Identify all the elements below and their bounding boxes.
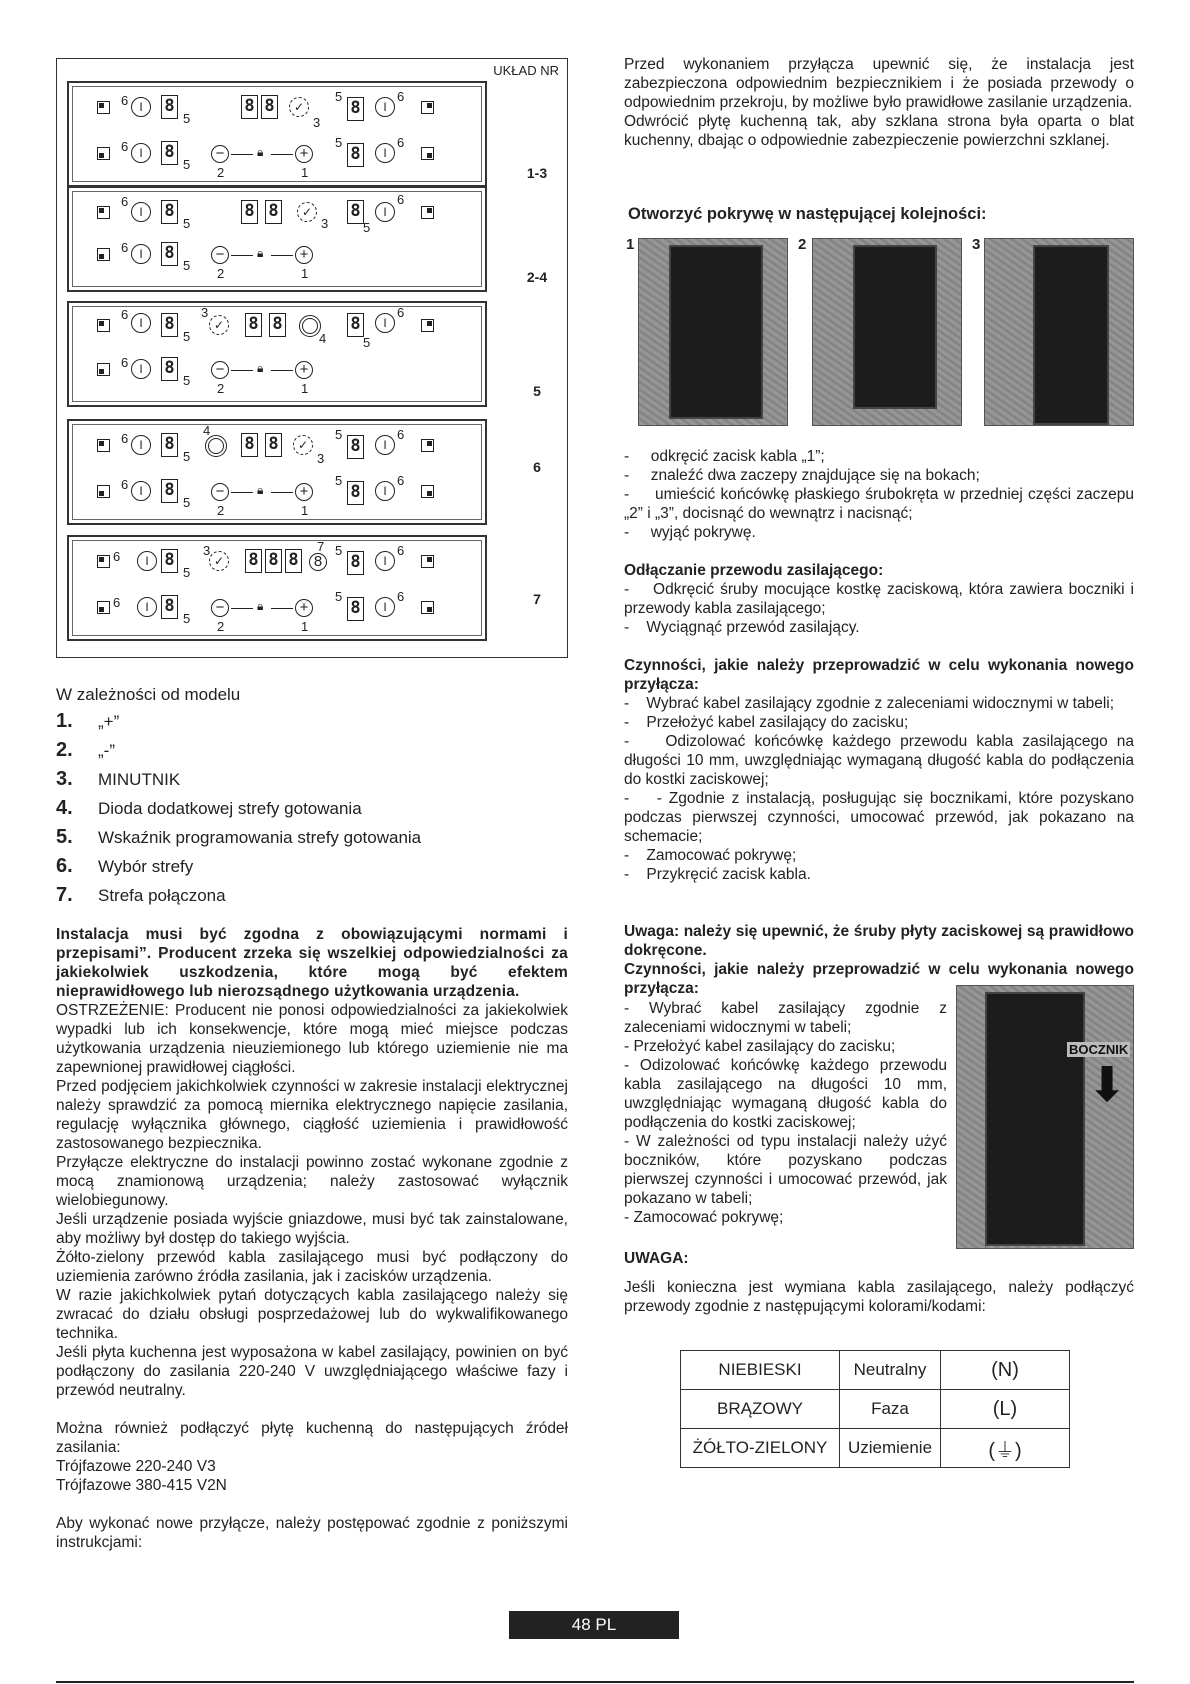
section-heading: Odłączanie przewodu zasilającego: xyxy=(624,562,884,579)
control-panel: 6 I 8 5 4 8 8 ✓ 3 5 8 I 6 6 I 8 5 − 2 🔒︎ + 1 5 8 I 6 xyxy=(67,419,487,525)
legend-number: 7. xyxy=(56,884,73,906)
new-connection-steps-2 xyxy=(624,999,947,1227)
timer-icon: ✓ xyxy=(289,97,309,117)
minus-icon: − xyxy=(211,145,229,163)
legend-number: 3. xyxy=(56,768,73,790)
warning-heading: Uwaga: należy się upewnić, że śruby płyty zaciskowej są prawidłowo dokręcone. xyxy=(624,923,1134,959)
paragraph: OSTRZEŻENIE: Producent nie ponosi odpowiedzialności za jakiekolwiek wypadki lub ich konsekwencje, które mogą mieć miejsce podczas użytkowania urządzenia nieuziemionego lub którego uziemienie nie ma zapewnionej prawidłowej ciągłości. xyxy=(56,1002,568,1076)
wire-name: Faza xyxy=(840,1390,941,1429)
step-text: - Wybrać kabel zasilający zgodnie z zaleceniami widocznymi w tabeli; xyxy=(624,1000,947,1036)
control-panel: 6 I 8 5 8 8 ✓ 3 8 5 I 6 6 I 8 5 − 2 🔒︎ + 1 xyxy=(67,186,487,292)
wire-color: ŻÓŁTO-ZIELONY xyxy=(681,1429,840,1468)
step-text: wyjąć pokrywę. xyxy=(650,524,756,541)
open-steps: - odkręcić zacisk kabla „1”; - znaleźć dwa zaczepy znajdujące się na bokach; - umieścić końcówkę płaskiego śrubokręta w przedniej części zaczepu „2” i „3”, docisnąć do wewnątrz i nacisnąć; - wyjąć pokrywę. xyxy=(624,448,1134,541)
wire-name: Neutralny xyxy=(840,1351,941,1390)
paragraph: Aby wykonać nowe przyłącze, należy postępować zgodnie z poniższymi instrukcjami: xyxy=(56,1515,568,1551)
step-text: - Zgodnie z instalacją, posługując się bocznikami, które pozyskano podczas pierwszej czynności, umocować przewód, jak pokazano na schemacie; xyxy=(624,790,1134,845)
wire-code: (⏚) xyxy=(941,1429,1070,1468)
photo-step-1 xyxy=(638,238,788,426)
layout-diagram xyxy=(56,58,568,658)
step-text: odkręcić zacisk kabla „1”; xyxy=(650,448,825,465)
legend-text: MINUTNIK xyxy=(98,770,181,789)
wire-name: Uziemienie xyxy=(840,1429,941,1468)
step-text: Odkręcić śruby mocujące kostkę zaciskową, która zawiera boczniki i przewody kabla zasilającego; xyxy=(624,581,1134,617)
arrow-down-icon: ⬇ xyxy=(1087,1059,1128,1112)
uwaga-text xyxy=(624,1278,1134,1316)
legend-number: 4. xyxy=(56,797,73,819)
wire-color: NIEBIESKI xyxy=(681,1351,840,1390)
step-text: - Zamocować pokrywę; xyxy=(624,1209,784,1226)
panel-label: 5 xyxy=(533,383,541,399)
step-text: Przykręcić zacisk kabla. xyxy=(646,866,811,883)
paragraph: Jeśli urządzenie posiada wyjście gniazdowe, musi być tak zainstalowane, aby możliwy był dostęp do takiego wyjścia. xyxy=(56,1211,568,1247)
paragraph: Odwrócić płytę kuchenną tak, aby szklana strona była oparta o blat kuchenny, dbając o odpowiednie zabezpieczenie powierzchni szklanej. xyxy=(624,113,1134,149)
installation-notice: Instalacja musi być zgodna z obowiązującymi normami i przepisami”. Producent zrzeka się wszelkiej odpowiedzialności za jakiekolwiek uszkodzenia, które mogą być efektem nieprawidłowego lub nierozsądnego użytkowania urządzenia. xyxy=(56,926,568,1000)
step-text: Przełożyć kabel zasilający do zacisku; xyxy=(646,714,909,731)
footer-divider xyxy=(56,1681,1134,1683)
uwaga-heading: UWAGA: xyxy=(624,1250,689,1267)
paragraph: Żółto-zielony przewód kabla zasilającego musi być podłączony do uziemienia zarówno źródła zasilania, jak i zacisków urządzenia. xyxy=(56,1249,568,1285)
legend-text: Wybór strefy xyxy=(98,857,194,876)
right-intro xyxy=(624,55,1134,150)
step-text: Odizolować końcówkę każdego przewodu kabla zasilającego na długości 10 mm, uwzględniając wymaganą długość kabla do podłączenia do kostki zaciskowej; xyxy=(624,733,1134,788)
left-text-column xyxy=(56,925,568,1552)
step-text: Wyciągnąć przewód zasilający. xyxy=(646,619,860,636)
legend-text: Wskaźnik programowania strefy gotowania xyxy=(98,828,422,847)
disconnect-section: Odłączanie przewodu zasilającego: - Odkręcić śruby mocujące kostkę zaciskową, która zawiera boczniki i przewody kabla zasilającego; - Wyciągnąć przewód zasilający. xyxy=(624,562,1134,636)
open-cover-heading: Otworzyć pokrywę w następującej kolejności: xyxy=(628,205,987,223)
paragraph: Przed wykonaniem przyłącza upewnić się, że instalacja jest zabezpieczona odpowiednim bezpiecznikiem i że posiada przewody o odpowiednim przekroju, by możliwe było prawidłowe zasilanie urządzenia. xyxy=(624,56,1134,111)
link-zone-icon: 8 xyxy=(309,553,327,571)
step-text: znaleźć dwa zaczepy znajdujące się na bokach; xyxy=(650,467,980,484)
layout-header: UKŁAD NR xyxy=(493,63,559,78)
bocznik-label: BOCZNIK xyxy=(1069,1042,1129,1057)
legend-number: 2. xyxy=(56,739,73,761)
legend-number: 1. xyxy=(56,710,73,732)
step-text: - Przełożyć kabel zasilający do zacisku; xyxy=(624,1038,896,1055)
wire-code: (L) xyxy=(941,1390,1070,1429)
power-icon: I xyxy=(131,97,151,117)
paragraph: Jeśli konieczna jest wymiana kabla zasilającego, należy podłączyć przewody zgodnie z następującymi kolorami/kodami: xyxy=(624,1279,1134,1315)
photo-number: 3 xyxy=(972,236,981,253)
panel-label: 7 xyxy=(533,591,541,607)
photo-number: 2 xyxy=(798,236,807,253)
panel-label: 2-4 xyxy=(526,269,548,285)
table-row xyxy=(681,1429,1070,1468)
paragraph: Przed podjęciem jakichkolwiek czynności w zakresie instalacji elektrycznej należy sprawdzić za pomocą miernika elektrycznego napięcie zasilania, regulację wyłącznika głównego, ciągłość uziemienia i prawidłowość zastosowanego bezpiecznika. xyxy=(56,1078,568,1152)
wire-color-table xyxy=(680,1350,1070,1468)
photo-number: 1 xyxy=(626,236,635,253)
step-text: - W zależności od typu instalacji należy użyć boczników, które pozyskano podczas pierwszej czynności i umocować przewód, jak pokazano w tabeli; xyxy=(624,1133,947,1207)
legend-number: 6. xyxy=(56,855,73,877)
bocznik-photo xyxy=(956,985,1134,1249)
legend-text: „-” xyxy=(98,741,115,760)
panel-label: 1-3 xyxy=(526,165,548,181)
paragraph: Przyłącze elektryczne do instalacji powinno zostać wykonane zgodnie z mocą znamionową urządzenia; należy zastosować wyłącznik wielobiegunowy. xyxy=(56,1154,568,1209)
panel-label: 6 xyxy=(533,459,541,475)
new-connection-section: Czynności, jakie należy przeprowadzić w celu wykonania nowego przyłącza: - Wybrać kabel zasilający zgodnie z zaleceniami widocznymi w tabeli; - Przełożyć kabel zasilający do zacisku; - Odizolować końcówkę każdego przewodu kabla zasilającego na długości 10 mm, uwzględniając wymaganą długość kabla do podłączenia do kostki zaciskowej; - - Zgodnie z instalacją, posługując się bocznikami, które pozyskano podczas pierwszej czynności, umocować przewód, jak pokazano na schemacie; - Zamocować pokrywę; - Przykręcić zacisk kabla. xyxy=(624,657,1134,883)
legend-number: 5. xyxy=(56,826,73,848)
digit-display: 8 xyxy=(161,95,178,119)
wire-code: (N) xyxy=(941,1351,1070,1390)
lock-icon: 🔒︎ xyxy=(257,145,264,159)
legend-intro: W zależności od modelu xyxy=(56,685,241,704)
legend-text: Dioda dodatkowej strefy gotowania xyxy=(98,799,362,818)
dual-zone-icon xyxy=(299,315,321,337)
control-panel: 6 I 8 5 8 8 ✓ 3 5 8 I 6 6 I 8 5 − 2 🔒︎ + 1 5 8 I 6 xyxy=(67,81,487,187)
step-text: Wybrać kabel zasilający zgodnie z zaleceniami widocznymi w tabeli; xyxy=(646,695,1115,712)
section-heading: Czynności, jakie należy przeprowadzić w celu wykonania nowego przyłącza: xyxy=(624,961,1134,997)
paragraph: Można również podłączyć płytę kuchenną do następujących źródeł zasilania: xyxy=(56,1420,568,1456)
page-number: 48 PL xyxy=(509,1611,679,1639)
zone-icon xyxy=(97,101,110,114)
table-row xyxy=(681,1390,1070,1429)
paragraph: Jeśli płyta kuchenna jest wyposażona w kabel zasilający, powinien on być podłączony do zasilania 220-240 V uwzględniającego właściwe fazy i przewód neutralny. xyxy=(56,1344,568,1399)
plus-icon: + xyxy=(295,145,313,163)
step-text: umieścić końcówkę płaskiego śrubokręta w przedniej części zaczepu „2” i „3”, docisnąć do wewnątrz i nacisnąć; xyxy=(624,486,1134,522)
table-row xyxy=(681,1351,1070,1390)
paragraph: Trójfazowe 220-240 V3 xyxy=(56,1458,216,1475)
photo-step-3 xyxy=(984,238,1134,426)
step-text: Zamocować pokrywę; xyxy=(646,847,797,864)
wire-color: BRĄZOWY xyxy=(681,1390,840,1429)
legend-text: Strefa połączona xyxy=(98,886,226,905)
photo-step-2 xyxy=(812,238,962,426)
step-text: - Odizolować końcówkę każdego przewodu kabla zasilającego na długości 10 mm, uwzględniając wymaganą długość kabla do podłączenia do kostki zaciskowej; xyxy=(624,1057,947,1131)
control-panel: 6 I 8 5 3 ✓ 8 8 4 8 5 I 6 6 I 8 5 − 2 🔒︎ + 1 xyxy=(67,301,487,407)
control-panel: 6 I 8 5 3 ✓ 8 8 8 8 7 5 8 I 6 6 I 8 5 − 2 🔒︎ + 1 5 8 I 6 xyxy=(67,535,487,641)
paragraph: Trójfazowe 380-415 V2N xyxy=(56,1477,227,1494)
section-heading: Czynności, jakie należy przeprowadzić w celu wykonania nowego przyłącza: xyxy=(624,657,1134,693)
legend-text: „+” xyxy=(98,712,120,731)
paragraph: W razie jakichkolwiek pytań dotyczących kabla zasilającego należy się zwracać do działu obsługi posprzedażowej lub do wykwalifikowanego technika. xyxy=(56,1287,568,1342)
